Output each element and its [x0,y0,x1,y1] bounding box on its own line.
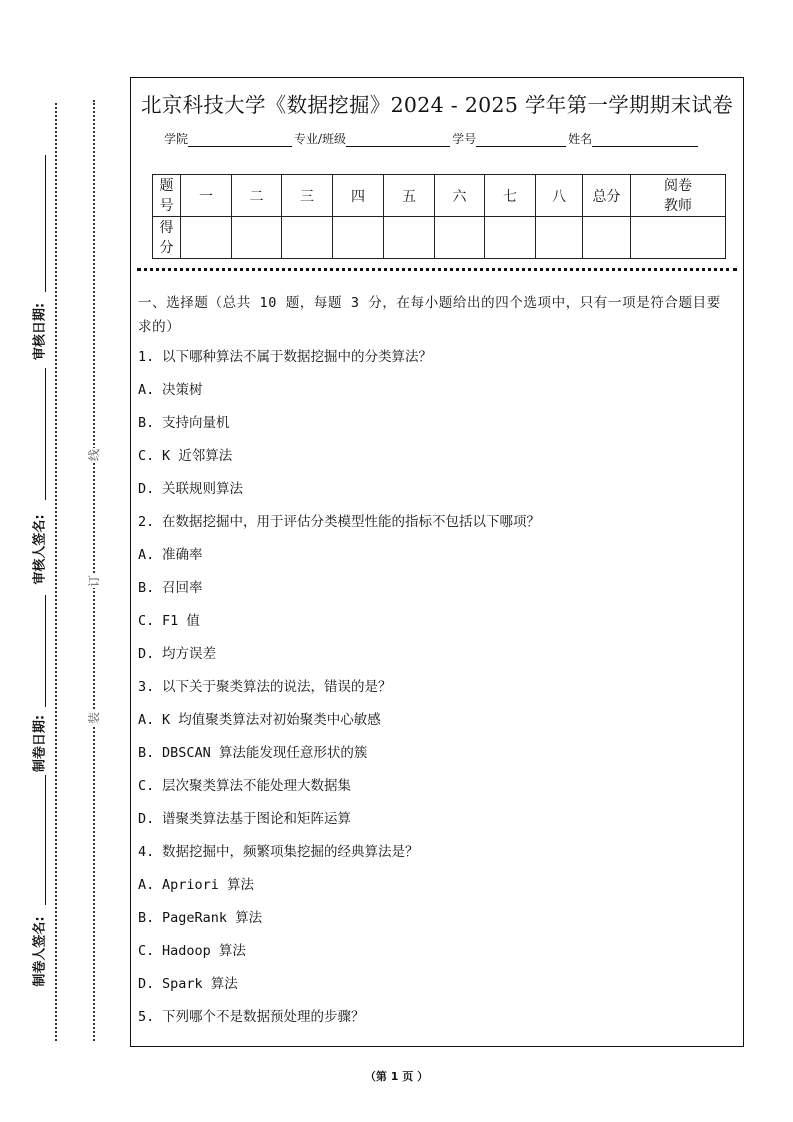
option-text: 层次聚类算法不能处理大数据集 [162,778,351,794]
question-1 [138,345,733,378]
option-key: C. [138,448,155,464]
col-header-2: 二 [232,175,282,217]
option-text: 支持向量机 [162,415,230,431]
college-label: 学院 [164,132,189,146]
option-3b [138,741,733,774]
option-2c [138,609,733,642]
score-cell-8[interactable] [536,217,583,259]
option-key: B. [138,580,155,596]
reviewer-signature-blank[interactable] [45,368,46,500]
col-header-1: 一 [181,175,232,217]
option-4b [138,906,733,939]
header-char: 题 [159,177,174,194]
question-number: 3. [138,679,155,695]
student-id-label: 学号 [452,132,477,146]
header-line: 教师 [664,197,692,214]
option-key: B. [138,415,155,431]
section-separator [137,268,737,271]
question-text: 以下哪种算法不属于数据挖掘中的分类算法？ [162,349,432,365]
score-row [153,217,726,259]
option-text: Apriori 算法 [162,877,255,893]
option-3a [138,708,733,741]
exam-title: 北京科技大学《数据挖掘》2024 - 2025 学年第一学期期末试卷 [140,93,734,117]
option-1a [138,378,733,411]
exam-page-frame [130,77,744,1047]
option-4d [138,972,733,1005]
question-text: 以下关于聚类算法的说法，错误的是？ [162,679,392,695]
question-3 [138,675,733,708]
question-number: 5. [138,1009,155,1025]
question-number-header [153,175,181,217]
option-4a [138,873,733,906]
score-cell-total[interactable] [583,217,631,259]
section-title: 一、选择题（总共 10 题，每题 3 分，在每小题给出的四个选项中，只有一项是符合题目要求的） [138,295,721,335]
option-text: K 近邻算法 [162,448,233,464]
header-line: 阅卷 [664,177,692,194]
prepare-date-blank[interactable] [45,595,46,707]
col-header-6: 六 [435,175,485,217]
option-key: B. [138,745,155,761]
question-5 [138,1005,733,1038]
question-2 [138,510,733,543]
score-cell-1[interactable] [181,217,232,259]
review-date-blank[interactable] [45,155,46,292]
preparer-signature-label: 制卷人签名: [32,916,48,987]
col-header-8: 八 [536,175,583,217]
option-key: D. [138,976,155,992]
major-class-field[interactable] [346,132,450,147]
option-text: 关联规则算法 [162,481,243,497]
option-key: D. [138,811,155,827]
student-info-row [164,130,700,147]
college-field[interactable] [188,132,292,147]
option-4c [138,939,733,972]
preparer-signature-blank[interactable] [45,775,46,905]
col-header-7: 七 [485,175,536,217]
option-text: 准确率 [162,547,203,563]
name-label: 姓名 [568,132,593,146]
option-text: Hadoop 算法 [162,943,246,959]
option-1b [138,411,733,444]
name-field[interactable] [592,132,698,147]
header-char: 分 [159,239,174,256]
grader-header [631,175,726,217]
question-4 [138,840,733,873]
student-id-field[interactable] [476,132,566,147]
option-key: D. [138,646,155,662]
score-cell-6[interactable] [435,217,485,259]
score-cell-7[interactable] [485,217,536,259]
prepare-date-label: 制卷日期: [32,714,48,773]
grader-cell[interactable] [631,217,726,259]
reviewer-signature-label: 审核人签名: [32,514,48,585]
binding-dotted-line [93,100,95,1041]
question-number: 2. [138,514,155,530]
review-date-label: 审核日期: [32,302,48,361]
option-2d [138,642,733,675]
option-key: A. [138,382,155,398]
col-header-5: 五 [384,175,435,217]
question-text: 下列哪个不是数据预处理的步骤？ [162,1009,365,1025]
option-key: A. [138,547,155,563]
question-text: 在数据挖掘中，用于评估分类模型性能的指标不包括以下哪项？ [162,514,540,530]
col-header-4: 四 [333,175,384,217]
binding-char-staple: 装 [87,712,101,725]
score-row-header [153,217,181,259]
option-text: Spark 算法 [162,976,238,992]
option-text: 均方误差 [162,646,216,662]
option-key: C. [138,613,155,629]
col-header-total: 总分 [583,175,631,217]
option-text: DBSCAN 算法能发现任意形状的簇 [162,745,368,761]
question-number: 1. [138,349,155,365]
option-text: 决策树 [162,382,203,398]
option-2b [138,576,733,609]
option-text: K 均值聚类算法对初始聚类中心敏感 [162,712,381,728]
option-text: 召回率 [162,580,203,596]
score-table [152,174,726,259]
outer-dotted-line [55,103,57,1041]
header-char: 号 [159,197,174,214]
option-key: B. [138,910,155,926]
question-number-row [153,175,726,217]
question-number: 4. [138,844,155,860]
option-key: C. [138,943,155,959]
option-3d [138,807,733,840]
page-number: （第 1 页 ） [364,1070,429,1083]
score-cell-2[interactable] [232,217,282,259]
score-cell-5[interactable] [384,217,435,259]
score-cell-3[interactable] [282,217,333,259]
option-text: 谱聚类算法基于图论和矩阵运算 [162,811,351,827]
question-text: 数据挖掘中，频繁项集挖掘的经典算法是？ [162,844,419,860]
option-text: PageRank 算法 [162,910,263,926]
score-cell-4[interactable] [333,217,384,259]
header-char: 得 [159,219,174,236]
option-key: A. [138,712,155,728]
option-2a [138,543,733,576]
major-class-label: 专业/班级 [294,132,347,146]
exam-content [138,291,733,1038]
option-text: F1 值 [162,613,200,629]
option-1d [138,477,733,510]
binding-char-line: 线 [87,449,101,462]
option-1c [138,444,733,477]
binding-char-bind: 订 [87,575,101,588]
option-key: D. [138,481,155,497]
col-header-3: 三 [282,175,333,217]
option-3c [138,774,733,807]
option-key: C. [138,778,155,794]
option-key: A. [138,877,155,893]
